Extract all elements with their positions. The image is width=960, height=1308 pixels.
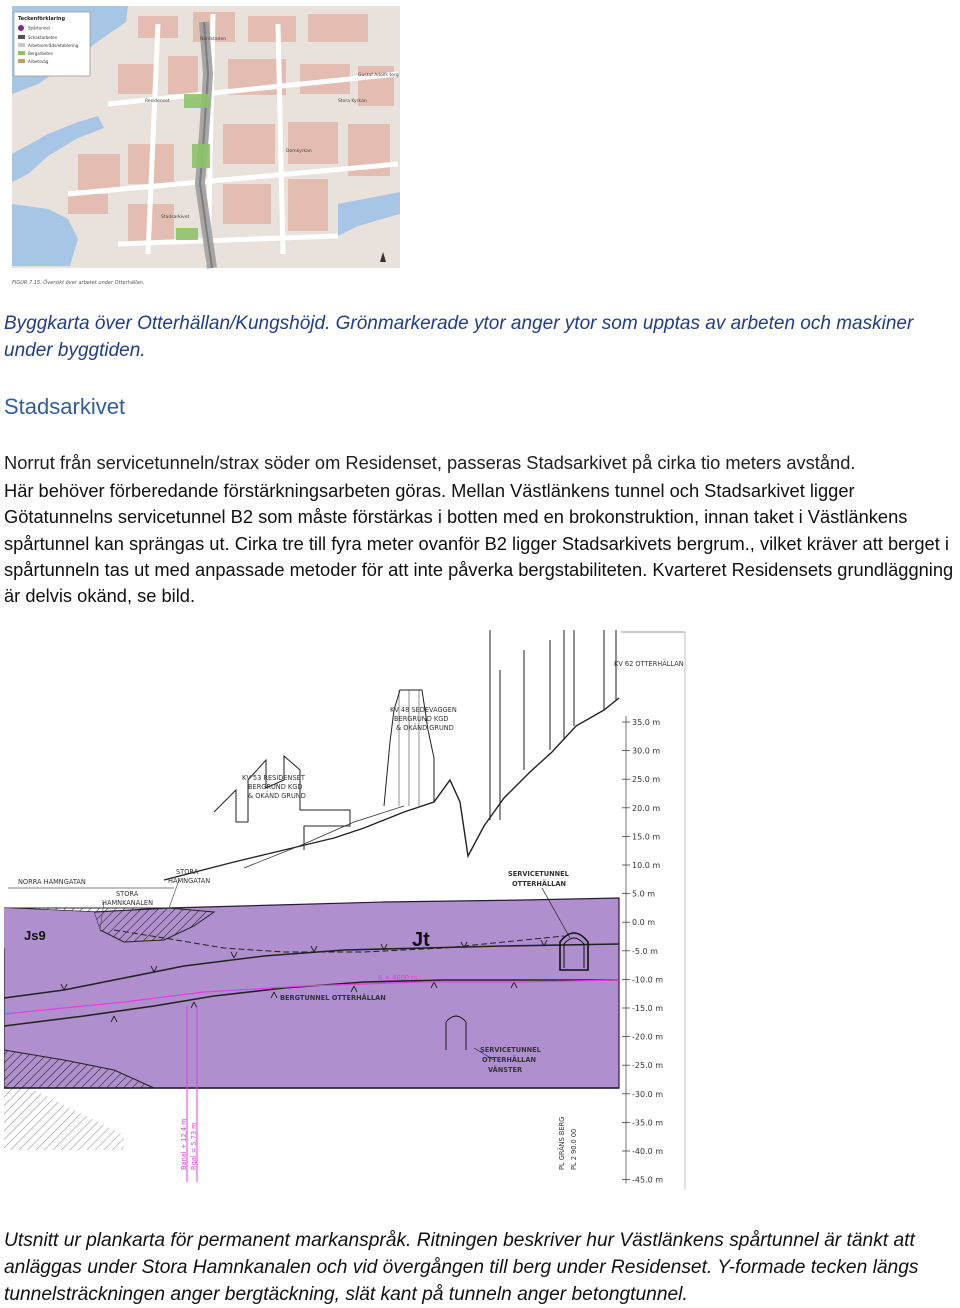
svg-text:Rgal = 5,73 m: Rgal = 5,73 m xyxy=(190,1122,198,1170)
scale-level-label: -25.0 m xyxy=(632,1061,664,1071)
scale-level-label: -35.0 m xyxy=(632,1118,664,1128)
map-caption: Byggkarta över Otterhällan/Kungshöjd. Grönmarkerade ytor anger ytor som upptas av arbeten och maskiner under byggtiden. xyxy=(4,313,914,361)
drawing-caption: Utsnitt ur plankarta för permanent markanspråk. Ritningen beskriver hur Västlänkens spårtunnel är tänkt att anläggas under Stora Hamnkanalen och vid övergången till berg under Residenset. Y-formade tecken längs tunnelsträckningen anger bergtäckning, slät kant på tunneln anger betongtunnel. xyxy=(4,1230,919,1305)
label-servicetunnel: SERVICETUNNEL xyxy=(508,870,569,878)
map-figure-caption: FIGUR 7.15. Översikt över arbetet under Otterhällan. xyxy=(12,280,145,286)
svg-text:PL 2 90.0 00: PL 2 90.0 00 xyxy=(570,1128,578,1170)
svg-text:Banal + 12,4 m: Banal + 12,4 m xyxy=(180,1118,188,1170)
scale-level-label: 0.0 m xyxy=(632,918,656,928)
legend-item: Arbetsväg xyxy=(28,59,49,64)
scale-level-label: -45.0 m xyxy=(632,1175,664,1185)
rock-label-js9: Js9 xyxy=(24,928,46,943)
construction-map xyxy=(8,4,404,288)
map-legend xyxy=(14,12,90,76)
label-stora-hamnkanalen-2: HAMNKANALEN xyxy=(102,899,154,907)
scale-level-label: 10.0 m xyxy=(632,861,661,870)
svg-text:Residenset: Residenset xyxy=(145,99,170,104)
label-bergtunnel: BERGTUNNEL OTTERHÄLLAN xyxy=(280,994,386,1002)
label-stora-hamngatan: STORA xyxy=(176,868,199,876)
legend-item: Bergarbeten xyxy=(28,51,53,56)
svg-text:Gustaf Adolfs torg: Gustaf Adolfs torg xyxy=(358,73,399,78)
label-stora-hamnkanalen: STORA xyxy=(116,890,139,898)
scale-level-label: 5.0 m xyxy=(632,889,656,899)
scale-level-label: 20.0 m xyxy=(632,803,661,813)
scale-level-label: -40.0 m xyxy=(632,1147,664,1156)
svg-text:Nordstaden: Nordstaden xyxy=(200,37,227,42)
svg-text:Domkyrkan: Domkyrkan xyxy=(286,149,312,154)
legend-item: Schaktarbeten xyxy=(28,35,58,40)
svg-text:PL GRÄNS BERG: PL GRÄNS BERG xyxy=(558,1116,566,1170)
label-kv48-3: & OKÄND GRUND xyxy=(396,724,454,732)
scale-level-label: -5.0 m xyxy=(632,946,658,956)
scale-level-label: 35.0 m xyxy=(632,718,661,727)
rock-label-jt: Jt xyxy=(412,929,430,951)
legend-item: Arbetsområde/etablering xyxy=(28,43,79,48)
scale-level-label: -15.0 m xyxy=(632,1004,664,1013)
label-servicetunnel-vanster-3: VÄNSTER xyxy=(488,1066,523,1074)
label-kv53-3: & OKÄND GRUND xyxy=(248,792,306,800)
section-heading: Stadsarkivet xyxy=(4,394,126,419)
svg-text:Stadsarkivet: Stadsarkivet xyxy=(161,215,190,220)
label-servicetunnel-vanster: SERVICETUNNEL xyxy=(480,1046,541,1054)
scale-level-label: 30.0 m xyxy=(632,746,661,756)
body-paragraph-1: Norrut från servicetunneln/strax söder om Residenset, passeras Stadsarkivet på cirka tio meters avstånd. xyxy=(4,452,856,473)
label-kv48: KV 48 SEDEVAGGEN xyxy=(390,706,457,714)
svg-text:Stora Kyrkan: Stora Kyrkan xyxy=(338,99,367,104)
label-servicetunnel-2: OTTERHÄLLAN xyxy=(512,880,566,888)
label-norra-hamngatan: NORRA HAMNGATAN xyxy=(18,878,86,886)
label-kv62: KV 62 OTTERHÄLLAN xyxy=(614,660,684,668)
scale-level-label: -30.0 m xyxy=(632,1089,664,1099)
legend-item: Spårtunnel xyxy=(28,25,50,31)
label-stora-hamngatan-2: HAMNGATAN xyxy=(168,877,211,885)
tunnel-section-drawing xyxy=(4,630,688,1190)
svg-text:R = 4000 m: R = 4000 m xyxy=(378,974,418,982)
body-paragraph-2: Här behöver förberedande förstärkningsarbeten göras. Mellan Västlänkens tunnel och Stadsarkivet ligger Götatunnelns servicetunnel B2 som måste förstärkas i botten med en brokonstruktion, innan taket i Västlänkens spårtunnel kan sprängas ut. Cirka tre till fyra meter ovanför B2 ligger Stadsarkivets bergrum., vilket kräver att berget i spårtunneln tas ut med anpassade metoder för att inte påverka bergstabiliteten. Kvarteret Residensets grundläggning är delvis okänd, se bild. xyxy=(4,480,954,607)
scale-level-label: 15.0 m xyxy=(632,832,661,842)
label-kv53-2: BERGRUND KGD xyxy=(248,783,303,791)
legend-title: Teckenförklaring xyxy=(18,16,66,22)
scale-level-label: -10.0 m xyxy=(632,975,664,985)
label-kv48-2: BERGRUND KGD xyxy=(394,715,449,723)
label-servicetunnel-vanster-2: OTTERHÄLLAN xyxy=(482,1056,536,1064)
label-kv53: KV 53 RESIDENSET xyxy=(242,774,305,782)
scale-level-label: -20.0 m xyxy=(632,1032,664,1042)
scale-level-label: 25.0 m xyxy=(632,775,661,785)
